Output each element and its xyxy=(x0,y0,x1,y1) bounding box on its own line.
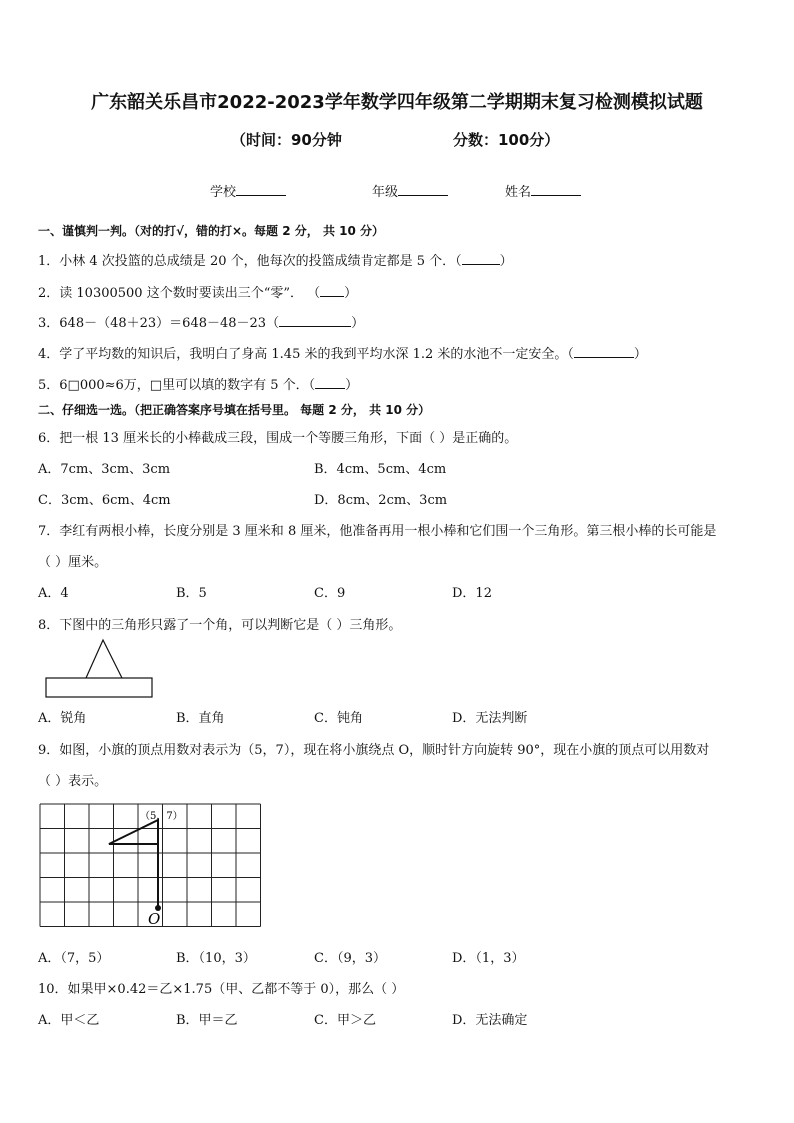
school-label: 学校 xyxy=(210,185,237,200)
grade-field[interactable] xyxy=(372,181,448,200)
q8-option-c[interactable]: C．钝角 xyxy=(314,711,363,726)
page-title: 广东韶关乐昌市2022-2023学年数学四年级第二学期期末复习检测模拟试题 xyxy=(91,92,703,113)
q2-answer-blank[interactable] xyxy=(320,284,344,297)
q1-text: 1．小林 4 次投篮的总成绩是 20 个，他每次的投篮成绩肯定都是 5 个．（ xyxy=(38,254,462,269)
q5-answer-blank[interactable] xyxy=(315,376,345,389)
q9-grid xyxy=(40,804,261,927)
q4-end: ） xyxy=(633,347,647,362)
q6-option-b[interactable]: B．4cm、5cm、4cm xyxy=(314,462,447,477)
q10-option-c[interactable]: C．甲＞乙 xyxy=(314,1013,376,1028)
q9-option-d[interactable]: D．（1，3） xyxy=(452,951,525,966)
grade-label: 年级 xyxy=(372,185,399,200)
school-field[interactable] xyxy=(210,181,286,200)
q3-end: ） xyxy=(351,316,365,331)
q7-option-b[interactable]: B．5 xyxy=(176,586,207,601)
q1-end: ） xyxy=(499,254,513,269)
exam-time: （时间：90分钟 xyxy=(231,131,342,149)
question-9-line2: （ ）表示。 xyxy=(38,774,108,789)
q8-option-a[interactable]: A．锐角 xyxy=(38,711,87,726)
q8-option-d[interactable]: D．无法判断 xyxy=(452,711,528,726)
question-10: 10．如果甲×0.42＝乙×1.75（甲、乙都不等于 0），那么（ ） xyxy=(38,982,405,997)
q9-grid-figure xyxy=(30,800,270,935)
q3-text: 3．648－（48＋23）＝648－48－23（ xyxy=(38,316,280,331)
question-4 xyxy=(38,343,647,362)
q8-triangle-corner xyxy=(86,640,122,678)
name-blank[interactable] xyxy=(531,183,581,196)
q6-option-c[interactable]: C．3cm、6cm、4cm xyxy=(38,493,171,508)
name-label: 姓名 xyxy=(505,185,532,200)
q1-answer-blank[interactable] xyxy=(462,252,500,265)
q3-answer-blank[interactable] xyxy=(279,314,351,327)
question-1 xyxy=(38,250,513,269)
school-blank[interactable] xyxy=(236,183,286,196)
question-9-line1: 9．如图，小旗的顶点用数对表示为（5，7），现在将小旗绕点 O，顺时针方向旋转 90°，现在小旗的顶点可以用数对 xyxy=(38,743,710,758)
grade-blank[interactable] xyxy=(398,183,448,196)
section2-heading: 二、仔细选一选。（把正确答案序号填在括号里。 每题 2 分， 共 10 分） xyxy=(38,403,431,417)
q7-option-d[interactable]: D．12 xyxy=(452,586,492,601)
q9-option-c[interactable]: C．（9，3） xyxy=(314,951,386,966)
question-6: 6．把一根 13 厘米长的小棒截成三段，围成一个等腰三角形，下面（ ）是正确的。 xyxy=(38,431,518,446)
q10-option-d[interactable]: D．无法确定 xyxy=(452,1013,528,1028)
q6-option-a[interactable]: A．7cm、3cm、3cm xyxy=(38,462,171,477)
name-field[interactable] xyxy=(505,181,581,200)
q10-option-b[interactable]: B．甲＝乙 xyxy=(176,1013,238,1028)
question-7-line1: 7．李红有两根小棒，长度分别是 3 厘米和 8 厘米，他准备再用一根小棒和它们围一个三角形。第三根小棒的长可能是 xyxy=(38,524,717,539)
exam-score: 分数：100分） xyxy=(453,131,560,149)
q7-option-c[interactable]: C．9 xyxy=(314,586,346,601)
q4-text: 4．学了平均数的知识后，我明白了身高 1.45 米的我到平均水深 1.2 米的水池不一定安全。（ xyxy=(38,347,574,362)
q10-option-a[interactable]: A．甲＜乙 xyxy=(38,1013,100,1028)
q9-option-a[interactable]: A．（7，5） xyxy=(38,951,110,966)
q2-end: ） xyxy=(344,286,358,301)
q9-origin-label: O xyxy=(148,910,161,928)
q8-option-b[interactable]: B．直角 xyxy=(176,711,225,726)
q7-option-a[interactable]: A．4 xyxy=(38,586,69,601)
q5-end: ） xyxy=(345,378,359,393)
q8-cover-rectangle xyxy=(46,678,152,697)
question-2 xyxy=(38,282,357,301)
question-7-line2: （ ）厘米。 xyxy=(38,555,108,570)
question-3 xyxy=(38,312,364,331)
q4-answer-blank[interactable] xyxy=(574,345,634,358)
q5-text: 5．6□000≈6万，□里可以填的数字有 5 个．（ xyxy=(38,378,316,393)
q9-point-label: （5，7） xyxy=(140,811,183,822)
q8-hidden-triangle-figure xyxy=(40,632,160,702)
q2-text: 2．读 10300500 这个数时要读出三个“零”． （ xyxy=(38,286,321,301)
q6-option-d[interactable]: D．8cm、2cm、3cm xyxy=(314,493,448,508)
section1-heading: 一、谨慎判一判。（对的打√，错的打×。每题 2 分， 共 10 分） xyxy=(38,224,384,238)
q9-option-b[interactable]: B．（10，3） xyxy=(176,951,256,966)
q9-flag xyxy=(109,820,158,844)
question-5 xyxy=(38,374,358,393)
question-8: 8．下图中的三角形只露了一个角，可以判断它是（ ）三角形。 xyxy=(38,618,402,633)
